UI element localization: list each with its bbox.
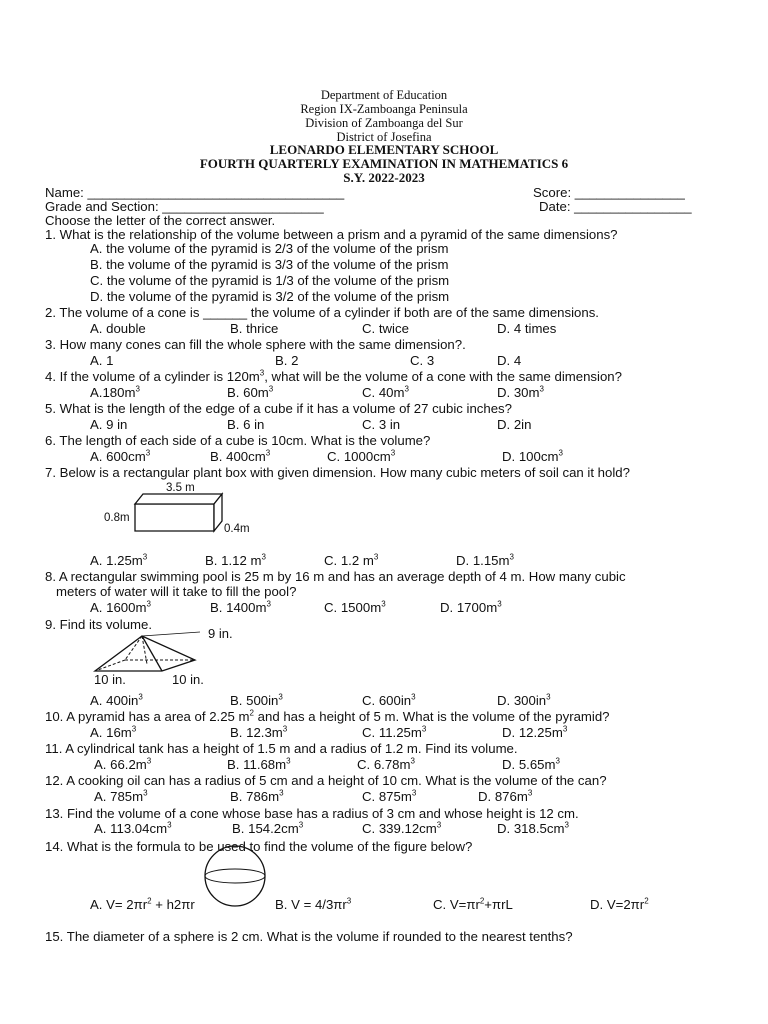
q5-option-c[interactable]: C. 3 in (362, 417, 401, 432)
q6-option-b[interactable]: B. $400cm^3$ (210, 448, 271, 464)
q14-option-a[interactable]: A. $V= 2\pi r^2 + h2\pi r$ (90, 896, 195, 912)
q4-option-a[interactable]: $A.180m^3$ (90, 384, 140, 400)
grade-section-field[interactable]: Grade and Section: ______________________ (45, 199, 324, 214)
q3-option-a[interactable]: A. 1 (90, 353, 114, 368)
region-line: Region IX-Zamboanga Peninsula (300, 102, 468, 116)
date-field[interactable]: Date: ________________ (539, 199, 692, 214)
pyramid-base-label-2: 10 in. (172, 672, 204, 687)
question-8-line-2: meters of water will it take to fill the pool? (56, 584, 297, 599)
q12-option-a[interactable]: A. $785m^3$ (94, 788, 148, 804)
q13-option-c[interactable]: C. $339.12cm^3$ (362, 820, 442, 836)
question-13: 13. Find the volume of a cone whose base has a radius of 3 cm and whose height is 12 cm. (45, 806, 579, 821)
q2-option-d[interactable]: D. 4 times (497, 321, 557, 336)
q1-option-d[interactable]: D. the volume of the pyramid is 3/2 of the volume of the prism (90, 289, 450, 304)
instructions: Choose the letter of the correct answer. (45, 213, 276, 228)
q2-option-c[interactable]: C. twice (362, 321, 409, 336)
q13-option-a[interactable]: A. $113.04cm^3$ (94, 820, 172, 836)
q3-option-d[interactable]: D. 4 (497, 353, 522, 368)
q12-option-d[interactable]: D. $876m^3$ (478, 788, 533, 804)
q7-option-a[interactable]: A. $1.25m^3$ (90, 552, 148, 568)
district-line: District of Josefina (336, 130, 432, 144)
q12-option-b[interactable]: B. $786m^3$ (230, 788, 284, 804)
box-width-label: 0.4m (224, 523, 250, 535)
q7-option-d[interactable]: D. $1.15m^3$ (456, 552, 514, 568)
q1-option-a[interactable]: A. the volume of the pyramid is 2/3 of the volume of the prism (90, 241, 449, 256)
q10-option-a[interactable]: A. $16m^3$ (90, 724, 137, 740)
question-9: 9. Find its volume. (45, 617, 153, 632)
q5-option-b[interactable]: B. 6 in (227, 417, 265, 432)
pyramid-base-label-1: 10 in. (94, 672, 126, 687)
q8-option-b[interactable]: B. $1400m^3$ (210, 599, 271, 615)
q6-option-d[interactable]: D. $100cm^3$ (502, 448, 563, 464)
q9-option-a[interactable]: A. $400in^3$ (90, 692, 143, 708)
q5-option-a[interactable]: A. 9 in (90, 417, 128, 432)
school-name: LEONARDO ELEMENTARY SCHOOL (269, 142, 499, 157)
exam-title: FOURTH QUARTERLY EXAMINATION IN MATHEMATICS 6 (199, 156, 569, 171)
q14-option-d[interactable]: D. $V=2\pi r^2$ (590, 896, 649, 912)
question-1: 1. What is the relationship of the volume between a prism and a pyramid of the same dimensions? (45, 227, 618, 242)
q11-option-a[interactable]: A. $66.2m^3$ (94, 756, 152, 772)
pyramid-height-label: 9 in. (208, 626, 233, 641)
question-11: 11. A cylindrical tank has a height of 1.5 m and a radius of 1.2 m. Find its volume. (45, 741, 518, 756)
q6-option-a[interactable]: A. $600cm^3$ (90, 448, 151, 464)
q4-option-b[interactable]: B. $60m^3$ (227, 384, 274, 400)
school-year: S.Y. 2022-2023 (343, 170, 425, 185)
q3-option-c[interactable]: C. 3 (410, 353, 435, 368)
department-line: Department of Education (320, 88, 448, 102)
question-15: 15. The diameter of a sphere is 2 cm. What is the volume if rounded to the nearest tenths? (45, 929, 573, 944)
score-field[interactable]: Score: _______________ (533, 185, 685, 200)
q14-option-b[interactable]: B. $V = 4/3\pi r^3$ (275, 896, 352, 912)
q7-option-c[interactable]: C. 1.2 $m^3$ (324, 552, 379, 568)
q12-option-c[interactable]: C. $875m^3$ (362, 788, 417, 804)
question-3: 3. How many cones can fill the whole sphere with the same dimension?. (45, 337, 466, 352)
q9-option-c[interactable]: C. $600in^3$ (362, 692, 416, 708)
box-height-label: 0.8m (104, 512, 130, 524)
q11-option-d[interactable]: D. $5.65m^3$ (502, 756, 560, 772)
q1-option-c[interactable]: C. the volume of the pyramid is 1/3 of the volume of the prism (90, 273, 450, 288)
q4-option-c[interactable]: C. $40m^3$ (362, 384, 409, 400)
q6-option-c[interactable]: C. $1000cm^3$ (327, 448, 396, 464)
q8-option-c[interactable]: C. $1500m^3$ (324, 599, 386, 615)
q1-option-b[interactable]: B. the volume of the pyramid is 3/3 of the volume of the prism (90, 257, 449, 272)
q5-option-d[interactable]: D. 2in (497, 417, 532, 432)
q3-option-b[interactable]: B. 2 (275, 353, 299, 368)
box-length-label: 3.5 m (166, 482, 195, 494)
q14-option-c[interactable]: C. $V=\pi r^2+\pi rL$ (433, 896, 513, 912)
q10-option-b[interactable]: B. $12.3m^3$ (230, 724, 288, 740)
question-7: 7. Below is a rectangular plant box with given dimension. How many cubic meters of soil can it hold? (45, 465, 630, 480)
q7-option-b[interactable]: B. 1.12 $m^3$ (205, 552, 266, 568)
q13-option-d[interactable]: D. $318.5cm^3$ (497, 820, 569, 836)
question-5: 5. What is the length of the edge of a cube if it has a volume of 27 cubic inches? (45, 401, 512, 416)
q10-option-d[interactable]: D. $12.25m^3$ (502, 724, 568, 740)
name-field[interactable]: Name: ___________________________________ (45, 185, 345, 200)
q9-option-b[interactable]: B. $500in^3$ (230, 692, 283, 708)
question-10: 10. A pyramid has a area of 2.25 $m^2$ and has a height of 5 m. What is the volume of the pyramid? (45, 708, 610, 724)
question-14: 14. What is the formula to be used to find the volume of the figure below? (45, 839, 473, 854)
question-12: 12. A cooking oil can has a radius of 5 cm and a height of 10 cm. What is the volume of the can? (45, 773, 607, 788)
q11-option-b[interactable]: B. $11.68m^3$ (227, 756, 291, 772)
question-2: 2. The volume of a cone is ______ the volume of a cylinder if both are of the same dimensions. (45, 305, 599, 320)
q4-option-d[interactable]: D. $30m^3$ (497, 384, 544, 400)
q8-option-d[interactable]: D. $1700m^3$ (440, 599, 502, 615)
q10-option-c[interactable]: C. $11.25m^3$ (362, 724, 427, 740)
q2-option-a[interactable]: A. double (90, 321, 146, 336)
question-4: 4. If the volume of a cylinder is $120m^3$, what will be the volume of a cone with the same dimension? (45, 368, 622, 384)
q11-option-c[interactable]: C. $6.78m^3$ (357, 756, 415, 772)
question-8-line-1: 8. A rectangular swimming pool is 25 m by 16 m and has an average depth of 4 m. How many cubic (45, 569, 626, 584)
q8-option-a[interactable]: A. $1600m^3$ (90, 599, 151, 615)
q13-option-b[interactable]: B. $154.2cm^3$ (232, 820, 304, 836)
division-line: Division of Zamboanga del Sur (305, 116, 463, 130)
question-6: 6. The length of each side of a cube is 10cm. What is the volume? (45, 433, 431, 448)
q9-option-d[interactable]: D. $300in^3$ (497, 692, 551, 708)
q2-option-b[interactable]: B. thrice (230, 321, 279, 336)
